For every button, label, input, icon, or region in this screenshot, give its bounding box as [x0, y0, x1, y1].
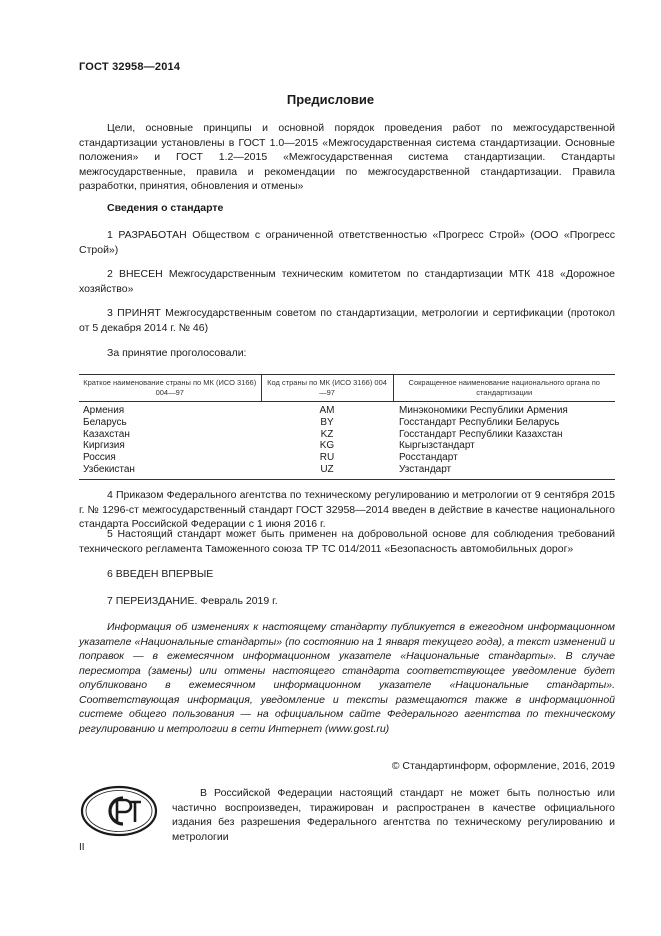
table-header-row: [79, 375, 615, 402]
page-number: II: [79, 842, 85, 853]
body-cell: Узстандарт: [393, 464, 615, 479]
table-row: [79, 429, 615, 441]
body-cell: Кыргызстандарт: [399, 440, 475, 452]
code-cell: RU: [319, 452, 335, 464]
table-row: [79, 402, 615, 417]
code-cell: UZ: [261, 464, 393, 479]
table-row: [79, 452, 615, 464]
copyright: © Стандартинформ, оформление, 2016, 2019: [391, 760, 615, 772]
code-cell: BY: [320, 416, 334, 428]
body-cell: Росстандарт: [399, 452, 458, 464]
country-cell: Беларусь: [83, 416, 127, 428]
copyright-notice: В Российской Федерации настоящий стандарт не может быть полностью или частично воспроизведен, тиражирован и распространен в качестве официального издания без разрешения Федерального агентства по техническому регулированию и метрологии: [172, 787, 615, 843]
item-5: 5 Настоящий стандарт может быть применен на добровольной основе для соблюдения требований технического регламента Таможенного союза ТР ТС 014/2011 «Безопасность автомобильных дорог»: [79, 528, 615, 555]
table-row: [79, 417, 615, 429]
country-cell: Россия: [83, 452, 116, 464]
country-cell: Узбекистан: [79, 464, 261, 479]
intro-paragraph: Цели, основные принципы и основной порядок проведения работ по межгосударственной стандартизации установлены в ГОСТ 1.0—2015 «Межгосударственная система стандартизации. Основные положения» и ГОСТ 1.2—2015 «Межгосударственная система стандартизации. Стандарты межгосударственные, правила и рекомендации по межгосударственной стандартизации. Правила разработки, принятия, обновления и отмены»: [79, 122, 615, 192]
item-6: 6 ВВЕДЕН ВПЕРВЫЕ: [107, 568, 214, 580]
section-heading: Сведения о стандарте: [107, 202, 224, 214]
item-4: 4 Приказом Федерального агентства по техническому регулированию и метрологии от 9 сентября 2015 г. № 1296-ст межгосударственный стандарт ГОСТ 32958—2014 введен в действие в качестве национального стандарта Российской Федерации с 1 июня 2016 г.: [79, 489, 615, 530]
country-cell: Армения: [83, 405, 125, 416]
table-header-code: Код страны по МК (ИСО 3166) 004—97: [261, 375, 393, 402]
country-cell: Киргизия: [83, 440, 125, 452]
code-cell: KG: [319, 440, 335, 452]
code-cell: AM: [319, 405, 335, 416]
table-header-body: Сокращенное наименование национального органа по стандартизации: [393, 375, 615, 402]
page-title: Предисловие: [286, 92, 375, 107]
item-2: 2 ВНЕСЕН Межгосударственным техническим комитетом по стандартизации МТК 418 «Дорожное хозяйство»: [79, 268, 615, 295]
gost-r-seal-icon: [79, 784, 159, 838]
table-row: [79, 464, 615, 479]
item-1: 1 РАЗРАБОТАН Обществом с ограниченной ответственностью «Прогресс Строй» (ООО «Прогресс Строй»): [79, 229, 615, 256]
body-cell: Госстандарт Республики Беларусь: [399, 416, 560, 428]
table-row: [79, 440, 615, 452]
voted-label: За принятие проголосовали:: [107, 347, 247, 359]
item-7: 7 ПЕРЕИЗДАНИЕ. Февраль 2019 г.: [107, 595, 278, 607]
info-notice: Информация об изменениях к настоящему стандарту публикуется в ежегодном информационном указателе «Национальные стандарты» (по состоянию на 1 января текущего года), а текст изменений и поправок — в ежемесячном информационном указателе «Национальные стандарты». В случае пересмотра (замены) или отмены настоящего стандарта соответствующее уведомление будет опубликовано в ежемесячном информационном указателе «Национальные стандарты». Соответствующая информация, уведомление и тексты размещаются также в информационной системе общего пользования — на официальном сайте Федерального агентства по техническому регулированию и метрологии в сети Интернет (www.gost.ru): [79, 621, 615, 735]
country-cell: Казахстан: [83, 428, 130, 440]
doc-code-header: ГОСТ 32958—2014: [79, 61, 181, 73]
gost-r-seal-graphic: [79, 784, 159, 838]
body-cell: Госстандарт Республики Казахстан: [399, 428, 563, 440]
table-header-country: Краткое наименование страны по МК (ИСО 3166) 004—97: [79, 375, 261, 402]
body-cell: Минэкономики Республики Армения: [399, 405, 568, 416]
code-cell: KZ: [320, 428, 334, 440]
voting-table: [79, 374, 615, 480]
item-3: 3 ПРИНЯТ Межгосударственным советом по стандартизации, метрологии и сертификации (протокол от 5 декабря 2014 г. № 46): [79, 307, 615, 334]
